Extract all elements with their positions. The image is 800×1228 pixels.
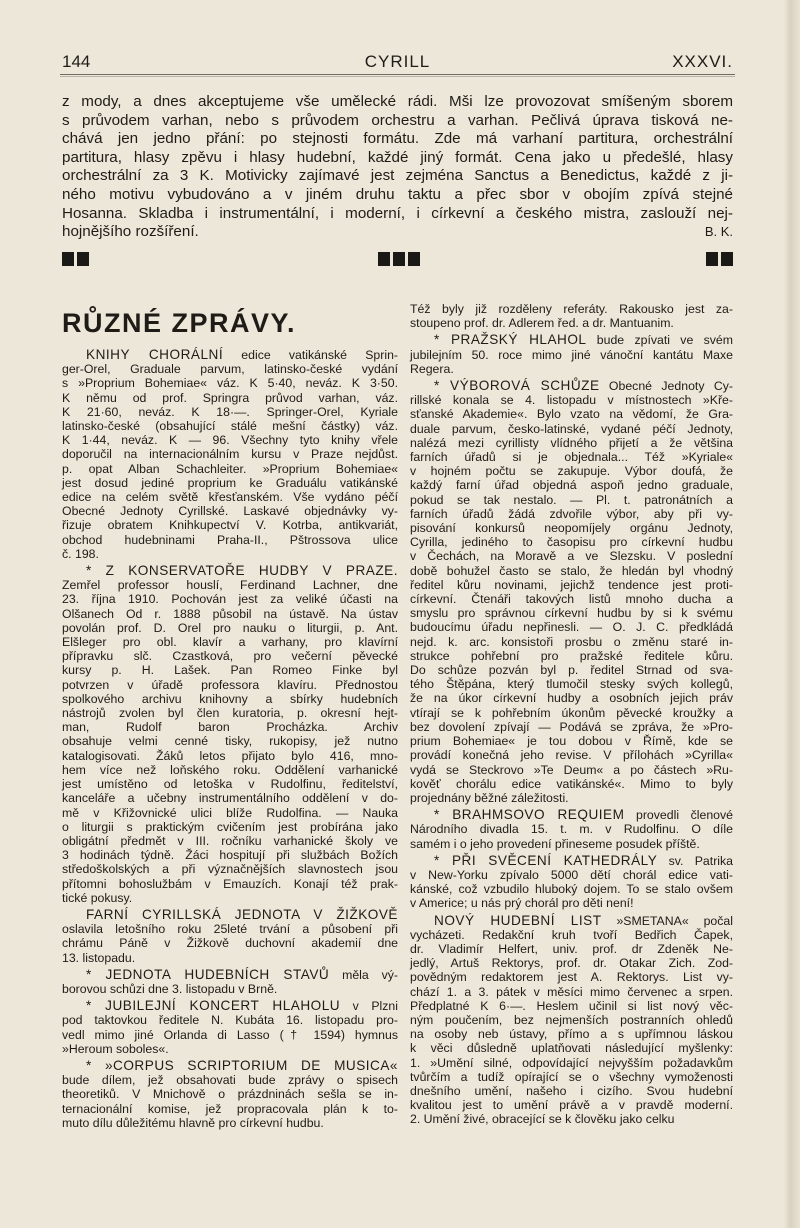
text-line (62, 791, 398, 805)
text-line (62, 908, 398, 922)
text-line-content: obsahuje velmi cenné tisky, rukopisy, jež nutno (62, 734, 398, 749)
text-line (410, 748, 733, 762)
text-line-content: potvrzen v úřadě professora klavíru. Přednostou (62, 677, 398, 692)
text-line-content: ternacionální komise, jež propracovala plán k to- (62, 1101, 398, 1116)
text-line-content: hojnějšího rozšíření. (62, 223, 199, 241)
text-line (410, 777, 733, 791)
text-line-content: v hojném počtu se zakupuje. Výbor doufá, že (410, 464, 733, 479)
text-line (62, 706, 398, 720)
text-line (410, 316, 733, 330)
news-item (410, 808, 733, 851)
left-column (62, 348, 398, 1133)
text-line-content: pokud se tak nestalo. — Pl. t. patronátních a (410, 492, 733, 507)
journal-title: CYRILL (364, 52, 431, 71)
text-line-content: církevní. Čtenáři takových listů mnoho ducha a (410, 592, 733, 607)
text-line-content: provedli členové (624, 808, 733, 823)
text-line-content: nalézá mezi cyrillisty vlídného přijetí a že většina (410, 435, 733, 450)
text-line-content: tvůrčím a tudíž opírající se o všechny vymoženosti (410, 1069, 733, 1084)
news-item (62, 1059, 398, 1130)
text-line-content: jest dosud jediné proprium ke Graduálu vatikánské (62, 475, 398, 490)
text-line (410, 868, 733, 882)
text-line-content: duale parvum, česko-latinské, vydané péčí Jednoty, (410, 421, 733, 436)
text-line-content: z mody, a dnes akceptujeme vše umělecké rádi. Mši lze provozovat smíšeným sborem (62, 93, 733, 110)
text-line (62, 504, 398, 518)
text-line (62, 848, 398, 862)
text-line (62, 749, 398, 763)
text-line (62, 663, 398, 677)
text-line (62, 564, 398, 578)
text-line (410, 928, 733, 942)
text-line (62, 763, 398, 777)
news-item (410, 914, 733, 1127)
text-line (410, 635, 733, 649)
text-line (62, 968, 398, 982)
news-item (410, 854, 733, 911)
text-line (410, 393, 733, 407)
text-line-content: kánské, což vzbudilo hluboký dojem. To se stalo ovšem (410, 882, 733, 897)
text-line (410, 549, 733, 563)
text-line-content: bude dílem, jež obsahovati bude zprávy o spisech (62, 1073, 398, 1088)
text-line (62, 592, 398, 606)
text-line-content: theoretiků. V Mnichově o prázdninách sešla se in- (62, 1087, 398, 1102)
text-line-content: vycházeti. Redakční kruh tvoří Bedřich Čapek, (410, 927, 733, 942)
news-item (62, 348, 398, 561)
text-line-content: K němu od prof. Springra průvod varhan, váz. (62, 390, 398, 405)
text-line (62, 891, 398, 905)
text-line (62, 1042, 398, 1056)
text-line-content: vtírají se k pohřebním úkonům pěvecké kroužky a (410, 705, 733, 720)
text-line-content: samém i o jeho provedení přineseme posudek příště. (410, 836, 700, 851)
text-line (410, 1084, 733, 1098)
text-line-content: Obecné Jednoty Cyrillské. Laskavé objednávky vy- (62, 504, 398, 519)
text-line (62, 476, 398, 490)
text-line-content: kanceláře a učebny instrumentálního oddělení v do- (62, 791, 398, 806)
text-line (410, 970, 733, 984)
volume-number: XXXVI. (672, 52, 733, 71)
text-line-content: tické pokusy. (62, 890, 133, 905)
ornament-center (378, 252, 420, 266)
text-line (62, 877, 398, 891)
text-line (62, 1116, 398, 1130)
text-line (62, 720, 398, 734)
text-line-content: projednány běžné záležitosti. (410, 790, 569, 805)
text-line (410, 677, 733, 691)
text-line (410, 535, 733, 549)
text-line (410, 1013, 733, 1027)
text-line (62, 547, 398, 561)
news-item (410, 302, 733, 330)
text-line-content: oslavila letošního roku 25leté trvání a působení při (62, 922, 398, 937)
text-line (410, 882, 733, 896)
text-line-content: 3 hodinách týdně. Žáci hospitují při službách Božích (62, 848, 398, 863)
text-line-content: Cyrilla, jediného to časopisu pro církevní hudbu (410, 535, 733, 550)
text-line-content: k věci důsledně uplatňovati následující myšlenky: (410, 1041, 733, 1056)
text-line (410, 606, 733, 620)
text-line-content: spolkového archivu knihovny a sbírky hudebních (62, 691, 398, 706)
text-line-content: rillské konala se 4. listopadu v místnostech »Kře- (410, 393, 733, 408)
text-line-content: tého Štěpána, který tlumočil stesky svých kollegů, (410, 677, 733, 692)
text-line-content: strukce pohřební pro pražské ředitele kůru. (410, 648, 733, 663)
text-line (410, 720, 733, 734)
text-line-content: ředitel kůru novinami, jejichž tendence jest proti- (410, 577, 733, 592)
text-line-content: katalogisovati. Žáků letos přijato bylo 416, mno- (62, 748, 398, 763)
text-line (410, 1112, 733, 1126)
text-line (410, 706, 733, 720)
text-line (62, 834, 398, 848)
text-line-content: Do schůze pozván byl p. ředitel Strnad od sva- (410, 663, 733, 678)
news-item-heading: * JEDNOTA HUDEBNÍCH STAVŮ (86, 966, 330, 982)
text-line-content: obchod hudebninami Praha-II., Pštrossova ulice (62, 532, 398, 547)
text-line-content: borovou schůzi dne 3. listopadu v Brně. (62, 981, 278, 996)
text-line (62, 982, 398, 996)
text-line-content: Národního divadla 15. t. m. v Rudolfinu. O díle (410, 822, 733, 837)
text-line (410, 791, 733, 805)
text-line-content: kověť chorálu edice vatikánské«. Mimo to byly (410, 776, 733, 791)
text-line (62, 462, 398, 476)
news-item-heading: * PŘI SVĚCENÍ KATHEDRÁLY (434, 852, 658, 868)
text-line-content: Obecné Jednoty Cy- (599, 379, 733, 394)
text-line-content: kursy p. H. Lašek. Pan Romeo Finke byl (62, 663, 398, 678)
text-line (62, 447, 398, 461)
text-line (62, 922, 398, 936)
text-line (62, 433, 398, 447)
news-item-heading: * PRAŽSKÝ HLAHOL (434, 332, 587, 348)
news-item-heading: KNIHY CHORÁLNÍ (86, 347, 224, 362)
page-number: 144 (62, 52, 91, 71)
text-line-content: jest umístěno od letoška v Rudolfinu, ředitelství, (62, 777, 398, 792)
text-line-content: jubilejním 50. roce mimo jiné vánoční kantátu Maxe (410, 347, 733, 362)
text-line (410, 663, 733, 677)
text-line (410, 1098, 733, 1112)
text-line (62, 999, 398, 1013)
text-line (410, 521, 733, 535)
text-line (62, 490, 398, 504)
text-line (410, 478, 733, 492)
text-line-content: 1. »Umění silné, odpovídající nejvyšším požadavkům (410, 1055, 733, 1070)
ornament-right (706, 252, 733, 266)
text-line (62, 777, 398, 791)
text-line-content: době bohužel často se stalo, že hledán byl vhodný (410, 563, 733, 578)
text-line (62, 621, 398, 635)
text-line-content: man, Rudolf baron Procházka. Archiv (62, 720, 398, 735)
text-line (62, 419, 398, 433)
ornament-left (62, 252, 89, 266)
running-header (62, 52, 733, 76)
text-line-content: jedlý, Artuš Rektorys, prof. dr. Otakar Zich. Zod- (410, 956, 733, 971)
news-item (410, 333, 733, 376)
text-line (62, 1102, 398, 1116)
text-line (62, 405, 398, 419)
text-line-content: nástrojů zvolen byl člen kuratoria, p. okresní hejt- (62, 706, 398, 721)
text-line-content: ným poučením, bez nejmenších postranních ohledů (410, 1012, 733, 1027)
text-line-content: Elšleger pro obl. klavír a varhany, pro klavírní (62, 635, 398, 650)
text-line (62, 186, 733, 205)
text-line-content: latinsko-české (obsahující stálé mešní částky) váz. (62, 419, 398, 434)
text-line-content: »Heroum soboles«. (62, 1041, 169, 1056)
text-line-content: Zemřel professor houslí, Ferdinand Lachner, dne (62, 578, 398, 593)
text-line (410, 914, 733, 928)
text-line-content: hem více než loňského roku. Oddělení varhanické (62, 762, 398, 777)
text-line-content: provádí konečná jeho revise. V přílohách »Cyrilla« (410, 748, 733, 763)
text-line-content: č. 198. (62, 546, 99, 561)
news-item-heading: * Z KONSERVATOŘE HUDBY V PRAZE. (86, 563, 398, 579)
text-line (62, 376, 398, 390)
text-line-content: v New-Yorku zpívalo 5000 dětí chorál edice vati- (410, 867, 733, 882)
text-line (62, 951, 398, 965)
text-line (410, 985, 733, 999)
text-line-content: vydá se Steckrovo »Te Deum« a po částech »Ru- (410, 762, 733, 777)
text-line (410, 956, 733, 970)
text-line-content: v Americe; u nás prý chorál pro děti není! (410, 896, 634, 911)
text-line-content: s průvodem varhan, nebo s průvodem orchestru a varhan. Pečlivá úprava tisková ne- (62, 111, 733, 129)
text-line (410, 837, 733, 851)
text-line (62, 607, 398, 621)
text-line-content: chází 1. a 3. pátek v měsíci mimo červenec a srpen. (410, 984, 733, 999)
text-line (62, 348, 398, 362)
text-line-content: bude zpívati ve svém (586, 333, 733, 348)
text-line-content: povědným redaktorem jest A. Rektorys. List vy- (410, 970, 733, 985)
text-line-content: přítomni bohoslužbám v Emauzích. Konají též prak- (62, 876, 398, 891)
text-line-content: vedl mimo jiné Orlanda di Lasso († 1594) hymnus (62, 1027, 398, 1042)
text-line (410, 578, 733, 592)
text-line (410, 407, 733, 421)
text-line (410, 896, 733, 910)
text-line (410, 302, 733, 316)
news-item-heading: * »CORPUS SCRIPTORIUM DE MUSICA« (86, 1057, 398, 1073)
text-line (410, 649, 733, 663)
text-line (62, 149, 733, 168)
review-continuation-paragraph (62, 93, 733, 242)
text-line (410, 620, 733, 634)
text-line-content: K 1·44, neváz. K — 96. Všechny tyto knihy vřele (62, 433, 398, 448)
text-line-content: 23. října 1910. Pochován jest za veliké účasti na (62, 592, 398, 607)
text-line-content: farních úřadů si je objednala... Též »Kyriale« (410, 450, 733, 465)
text-line-content: povolán prof. D. Orel pro nauku o liturgii, p. Ant. (62, 620, 398, 635)
text-line (62, 223, 733, 242)
text-line (62, 1028, 398, 1042)
text-line (62, 820, 398, 834)
text-line (410, 763, 733, 777)
text-line (62, 936, 398, 950)
text-line (62, 678, 398, 692)
header-rule (60, 74, 735, 77)
text-line-content: kvalitou jest to umění právě a v pravdě moderní. (410, 1098, 733, 1113)
text-line-content: bez dovolení zpívají — Podává se zpráva, že »Pro- (410, 719, 733, 734)
text-line-content: o liturgii s praktickým cvičením jest probírána jako (62, 819, 398, 834)
text-line-content: chává jen jedno přání: po stejnosti formátu. Zde má varhaní partitura, orchestrální (62, 130, 733, 148)
text-line (62, 130, 733, 149)
text-line-content: Regera. (410, 361, 454, 376)
text-line (410, 808, 733, 822)
text-line (410, 362, 733, 376)
text-line-content: na osoby neb ústavy, přímo a s upřímnou láskou (410, 1027, 733, 1042)
text-line (62, 93, 733, 112)
news-item (62, 968, 398, 996)
text-line (62, 1013, 398, 1027)
text-line-content: smyslu pro správnou církevní hudbu by si k svému (410, 606, 733, 621)
right-column (410, 302, 733, 1130)
text-line-content: p. opat Alban Schachleiter. »Proprium Bohemiae« (62, 461, 398, 476)
text-line-content: dnešního umění, našeho i cizího. Svou hudební (410, 1083, 733, 1098)
text-line-content: chrámu Páně v Žižkově duchovní akademií dne (62, 936, 398, 951)
text-line-content: středoškolských a při význačnějších slavnostech jsou (62, 862, 398, 877)
text-line-content: partitura, hlasy zpěvu i hlasy hudební, každé jiný formát. Cena jako u předešlé, hlasy (62, 148, 733, 166)
text-line-content: pod taktovkou ředitele N. Kubáta 16. listopadu pro- (62, 1013, 398, 1028)
text-line (410, 734, 733, 748)
text-line (62, 692, 398, 706)
text-line (410, 1027, 733, 1041)
text-line-content: mě v Křižovnické ulici blíže Rudolfina. — Nauka (62, 805, 398, 820)
news-item-heading: * BRAHMSOVO REQUIEM (434, 807, 625, 823)
text-line-content: 2. Umění živé, obracející se k člověku jako celku (410, 1112, 675, 1127)
text-line (62, 578, 398, 592)
text-line-content: 13. listopadu. (62, 950, 136, 965)
text-line (62, 205, 733, 224)
text-line (410, 333, 733, 347)
text-line-content: sv. Patrika (657, 853, 734, 868)
text-line (62, 635, 398, 649)
text-line-content: edice vatikánské Sprin- (223, 348, 398, 362)
text-line (410, 942, 733, 956)
text-line (410, 999, 733, 1013)
text-line (410, 379, 733, 393)
text-line (62, 1059, 398, 1073)
text-line (410, 592, 733, 606)
text-line-content: Olšanech Od r. 1888 působil na ústavě. Na ústav (62, 606, 398, 621)
text-line (410, 1070, 733, 1084)
text-line (62, 391, 398, 405)
text-line (62, 862, 398, 876)
page-edge (784, 0, 800, 1228)
text-line-content: nejd. k. arc. konsistoři prosbu o změnu staré in- (410, 634, 733, 649)
text-line-content: doporučil na internacionálním kursu v Praze nejdůst. (62, 447, 398, 462)
text-line (410, 436, 733, 450)
news-item-heading: * VÝBOROVÁ SCHŮZE (434, 378, 600, 394)
section-title: RŮZNÉ ZPRÁVY. (62, 308, 297, 338)
text-line-content: Předplatné K 6·—. Heslem učinil si list nový věc- (410, 998, 733, 1013)
text-line (410, 450, 733, 464)
text-line (62, 734, 398, 748)
text-line-content: prium Bohemiae« je tou dobou v Římě, kde se (410, 734, 733, 749)
text-line-content: v Plzni (340, 999, 399, 1014)
text-line-content: orchestrální za 3 K. Motivicky zajímavé jest zejména Sanctus a Benedictus, každé z ji- (62, 167, 733, 185)
text-line-content: farních úřadů žádá zdvořile výbor, aby při vy- (410, 506, 733, 521)
text-line (62, 1087, 398, 1101)
text-line-content: edice na celém světě křesťanském. Vše vydáno péčí (62, 490, 398, 505)
text-line (410, 1056, 733, 1070)
news-item-heading: NOVÝ HUDEBNÍ LIST (434, 912, 602, 928)
text-line-content: muto dílu důležitému hlavně pro církevní hudbu. (62, 1115, 324, 1130)
text-line (62, 806, 398, 820)
text-line-content: měla vý- (329, 967, 398, 982)
text-line (410, 1041, 733, 1055)
text-line-content: K 21·60, neváz. K 18·—. Springer-Orel, Kyriale (62, 404, 398, 419)
text-line (410, 493, 733, 507)
text-line-content: pisování konkursů neopomíjely orgánu Jednoty, (410, 521, 733, 536)
text-line-content: řizuje obratem Knihkupectví V. Kotrba, antikvariát, (62, 518, 398, 533)
text-line-content: ného motivu vybudováno a v jiném druhu taktu a přec sbor v obojím zpívá stejné (62, 185, 733, 203)
text-line (410, 422, 733, 436)
text-line (410, 464, 733, 478)
text-line (410, 854, 733, 868)
text-line-content: »SMETANA« počal (601, 913, 733, 928)
text-line (62, 112, 733, 131)
text-line (410, 691, 733, 705)
text-line-content: Též byly již rozděleny referáty. Rakousko jest za- (410, 302, 733, 316)
news-item-heading: * JUBILEJNÍ KONCERT HLAHOLU (86, 998, 341, 1014)
text-line-content: přípravku slč. Czastková, pro večerní pěvecké (62, 649, 398, 664)
news-item (62, 564, 398, 905)
text-line (62, 533, 398, 547)
text-line-content: s »Proprium Bohemiae« váz. K 5·40, neváz. K 3·50. (62, 376, 398, 391)
text-line (410, 822, 733, 836)
news-item-heading: FARNÍ CYRILLSKÁ JEDNOTA V ŽIŽKOVĚ (86, 906, 398, 922)
text-line-content: stoupeno prof. dr. Adlerem řed. a dr. Mantuanim. (410, 316, 674, 331)
text-line-content: sťanské Akademie«. Bylo vzato na vědomí, že Gra- (410, 407, 733, 422)
text-line (410, 348, 733, 362)
signature: B. K. (704, 224, 733, 240)
news-item (62, 999, 398, 1056)
text-line-content: v Čechách, na Moravě a ve Slezsku. V poslední (410, 549, 733, 564)
text-line-content: každý farní úřad objedná aspoň jedno graduale, (410, 478, 733, 493)
news-item (62, 908, 398, 965)
text-line (410, 564, 733, 578)
text-line (62, 362, 398, 376)
text-line-content: dr. Vladimír Helfert, univ. prof. dr Zdeněk Ne- (410, 941, 733, 956)
text-line (410, 507, 733, 521)
text-line-content: že na úkor církevní hudby a osobních jejich práv (410, 691, 733, 706)
text-line-content: obligátní předmět v III. ročníku varhanické školy ve (62, 833, 398, 848)
text-line (62, 167, 733, 186)
text-line-content: ger-Orel, Graduale parvum, latinsko-české vydání (62, 362, 398, 377)
text-line-content: Hosanna. Skladba i instrumentální, i moderní, i církevní a českého mistra, zaslouží nej- (62, 204, 733, 222)
news-item (410, 379, 733, 805)
text-line (62, 1073, 398, 1087)
text-line (62, 518, 398, 532)
text-line-content: budoucímu úřadu nepřinesli. — O. J. C. předkládá (410, 620, 733, 635)
text-line (62, 649, 398, 663)
